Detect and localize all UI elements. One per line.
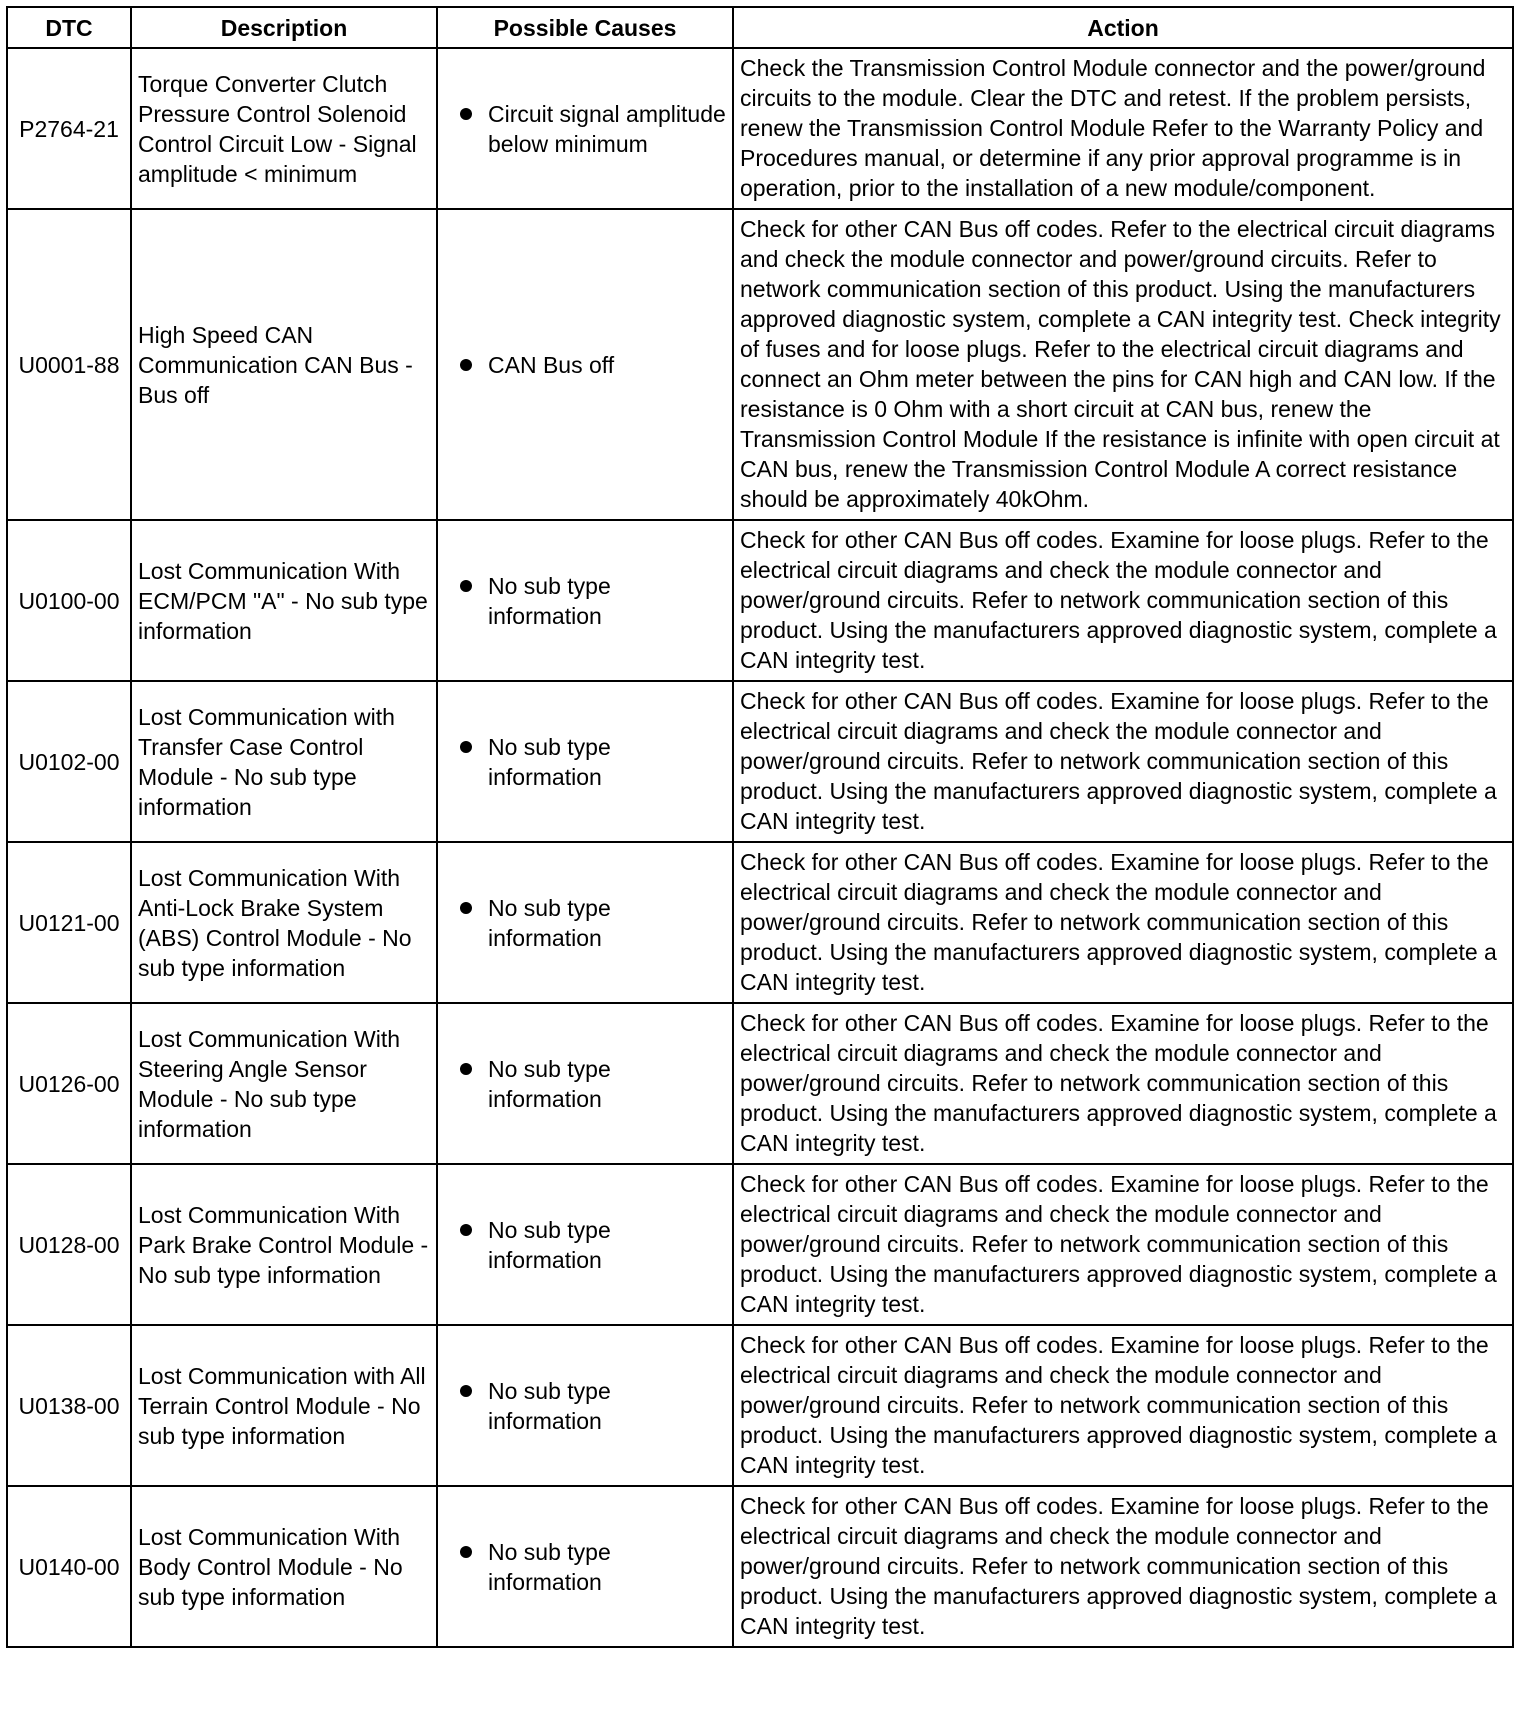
possible-cause: [437, 1325, 733, 1486]
possible-cause-text: No sub type information: [488, 1538, 611, 1595]
possible-cause: [437, 520, 733, 681]
dtc-description: Lost Communication With ECM/PCM "A" - No sub type information: [131, 520, 437, 681]
possible-cause: [437, 209, 733, 520]
dtc-description: Lost Communication With Body Control Module - No sub type information: [131, 1486, 437, 1647]
dtc-table-container: [6, 6, 1512, 1648]
table-row: [7, 681, 1513, 842]
header-action: Action: [733, 7, 1513, 48]
dtc-description: Lost Communication With Anti-Lock Brake System (ABS) Control Module - No sub type information: [131, 842, 437, 1003]
dtc-code: U0102-00: [7, 681, 131, 842]
bullet-icon: [460, 1546, 472, 1558]
possible-cause-text: No sub type information: [488, 894, 611, 951]
dtc-description: Torque Converter Clutch Pressure Control Solenoid Control Circuit Low - Signal amplitude < minimum: [131, 48, 437, 209]
table-row: [7, 1003, 1513, 1164]
possible-cause: [437, 48, 733, 209]
header-possible-causes: Possible Causes: [437, 7, 733, 48]
dtc-action: Check for other CAN Bus off codes. Examine for loose plugs. Refer to the electrical circuit diagrams and check the module connector and power/ground circuits. Refer to network communication section of this product. Using the manufacturers approved diagnostic system, complete a CAN integrity test.: [733, 520, 1513, 681]
possible-cause: [437, 1164, 733, 1325]
table-row: [7, 209, 1513, 520]
dtc-action: Check for other CAN Bus off codes. Examine for loose plugs. Refer to the electrical circuit diagrams and check the module connector and power/ground circuits. Refer to network communication section of this product. Using the manufacturers approved diagnostic system, complete a CAN integrity test.: [733, 1164, 1513, 1325]
dtc-action: Check for other CAN Bus off codes. Examine for loose plugs. Refer to the electrical circuit diagrams and check the module connector and power/ground circuits. Refer to network communication section of this product. Using the manufacturers approved diagnostic system, complete a CAN integrity test.: [733, 1486, 1513, 1647]
possible-cause-text: No sub type information: [488, 733, 611, 790]
dtc-description: Lost Communication with Transfer Case Control Module - No sub type information: [131, 681, 437, 842]
bullet-icon: [460, 902, 472, 914]
dtc-description: High Speed CAN Communication CAN Bus - Bus off: [131, 209, 437, 520]
table-row: [7, 1164, 1513, 1325]
dtc-action: Check for other CAN Bus off codes. Examine for loose plugs. Refer to the electrical circuit diagrams and check the module connector and power/ground circuits. Refer to network communication section of this product. Using the manufacturers approved diagnostic system, complete a CAN integrity test.: [733, 681, 1513, 842]
possible-cause-text: No sub type information: [488, 572, 611, 629]
bullet-icon: [460, 1224, 472, 1236]
possible-cause-text: No sub type information: [488, 1216, 611, 1273]
table-row: [7, 48, 1513, 209]
bullet-icon: [460, 580, 472, 592]
dtc-code: U0121-00: [7, 842, 131, 1003]
possible-cause: [437, 681, 733, 842]
dtc-action: Check for other CAN Bus off codes. Refer to the electrical circuit diagrams and check the module connector and power/ground circuits. Refer to network communication section of this product. Using the manufacturers approved diagnostic system, complete a CAN integrity test. Check integrity of fuses and for loose plugs. Refer to the electrical circuit diagrams and connect an Ohm meter between the pins for CAN high and CAN low. If the resistance is 0 Ohm with a short circuit at CAN bus, renew the Transmission Control Module If the resistance is infinite with open circuit at CAN bus, renew the Transmission Control Module A correct resistance should be approximately 40kOhm.: [733, 209, 1513, 520]
possible-cause-text: Circuit signal amplitude below minimum: [488, 100, 726, 157]
bullet-icon: [460, 1063, 472, 1075]
dtc-code: U0138-00: [7, 1325, 131, 1486]
dtc-description: Lost Communication with All Terrain Control Module - No sub type information: [131, 1325, 437, 1486]
dtc-code: U0140-00: [7, 1486, 131, 1647]
header-description: Description: [131, 7, 437, 48]
bullet-icon: [460, 108, 472, 120]
dtc-table: [6, 6, 1514, 1648]
table-row: [7, 520, 1513, 681]
bullet-icon: [460, 1385, 472, 1397]
dtc-code: U0001-88: [7, 209, 131, 520]
possible-cause: [437, 1486, 733, 1647]
possible-cause-text: No sub type information: [488, 1377, 611, 1434]
possible-cause: [437, 842, 733, 1003]
table-row: [7, 1486, 1513, 1647]
bullet-icon: [460, 359, 472, 371]
dtc-code: U0126-00: [7, 1003, 131, 1164]
possible-cause-text: CAN Bus off: [488, 351, 615, 378]
dtc-action: Check the Transmission Control Module connector and the power/ground circuits to the module. Clear the DTC and retest. If the problem persists, renew the Transmission Control Module Refer to the Warranty Policy and Procedures manual, or determine if any prior approval programme is in operation, prior to the installation of a new module/component.: [733, 48, 1513, 209]
dtc-action: Check for other CAN Bus off codes. Examine for loose plugs. Refer to the electrical circuit diagrams and check the module connector and power/ground circuits. Refer to network communication section of this product. Using the manufacturers approved diagnostic system, complete a CAN integrity test.: [733, 1003, 1513, 1164]
dtc-code: P2764-21: [7, 48, 131, 209]
header-dtc: DTC: [7, 7, 131, 48]
dtc-code: U0100-00: [7, 520, 131, 681]
possible-cause: [437, 1003, 733, 1164]
dtc-action: Check for other CAN Bus off codes. Examine for loose plugs. Refer to the electrical circuit diagrams and check the module connector and power/ground circuits. Refer to network communication section of this product. Using the manufacturers approved diagnostic system, complete a CAN integrity test.: [733, 842, 1513, 1003]
table-row: [7, 842, 1513, 1003]
dtc-action: Check for other CAN Bus off codes. Examine for loose plugs. Refer to the electrical circuit diagrams and check the module connector and power/ground circuits. Refer to network communication section of this product. Using the manufacturers approved diagnostic system, complete a CAN integrity test.: [733, 1325, 1513, 1486]
dtc-description: Lost Communication With Steering Angle Sensor Module - No sub type information: [131, 1003, 437, 1164]
dtc-description: Lost Communication With Park Brake Control Module - No sub type information: [131, 1164, 437, 1325]
dtc-code: U0128-00: [7, 1164, 131, 1325]
possible-cause-text: No sub type information: [488, 1055, 611, 1112]
bullet-icon: [460, 741, 472, 753]
table-header-row: [7, 7, 1513, 48]
table-row: [7, 1325, 1513, 1486]
